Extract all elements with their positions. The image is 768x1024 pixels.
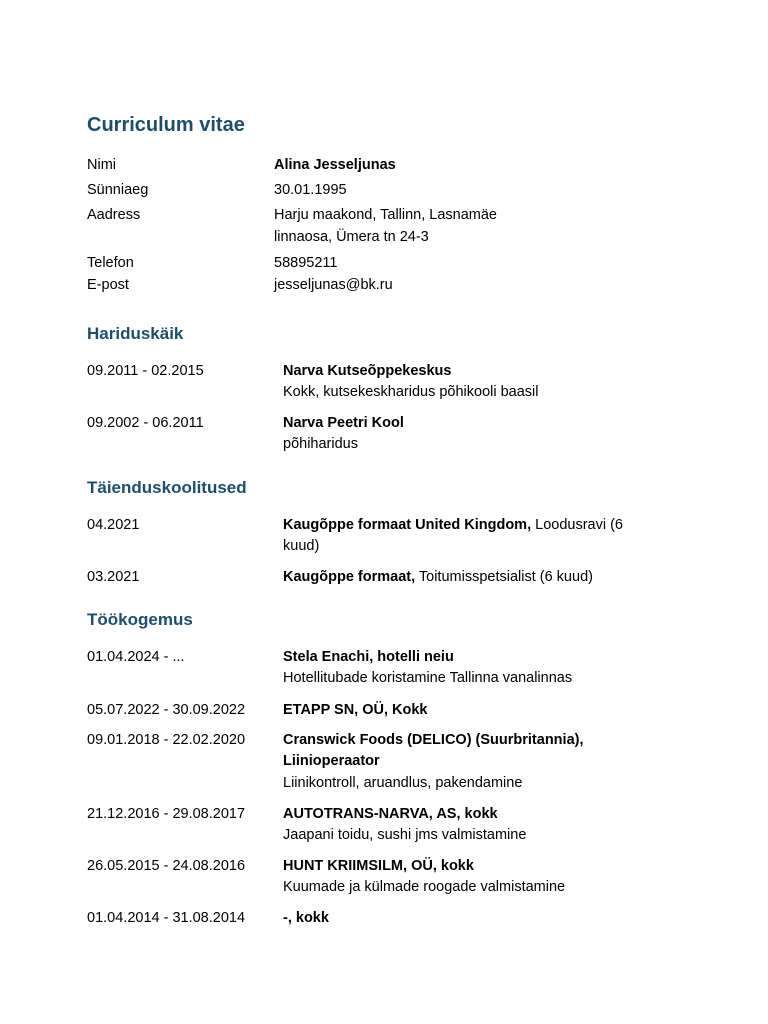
work-title: -, kokk (283, 910, 329, 926)
education-date: 09.2011 - 02.2015 (87, 363, 204, 379)
education-desc: põhiharidus (283, 436, 358, 452)
name-value: Alina Jesseljunas (274, 157, 396, 173)
training-course: Toitumisspetsialist (6 kuud) (415, 569, 593, 585)
work-title: Stela Enachi, hotelli neiu (283, 649, 454, 665)
education-heading: Hariduskäik (87, 324, 184, 343)
phone-value: 58895211 (274, 255, 338, 271)
work-date: 09.01.2018 - 22.02.2020 (87, 732, 246, 748)
education-school: Narva Peetri Kool (283, 415, 404, 431)
work-title: ETAPP SN, OÜ, Kokk (283, 702, 428, 718)
training-course-cont: kuud) (283, 538, 320, 554)
birth-label: Sünniaeg (87, 182, 149, 198)
work-desc: Jaapani toidu, sushi jms valmistamine (283, 827, 527, 843)
work-date: 01.04.2014 - 31.08.2014 (87, 910, 246, 926)
work-title-cont: Liinioperaator (283, 753, 380, 769)
work-title: HUNT KRIIMSILM, OÜ, kokk (283, 858, 474, 874)
training-title: Kaugõppe formaat United Kingdom, (283, 517, 532, 533)
training-date: 04.2021 (87, 517, 140, 533)
training-entry (283, 514, 623, 536)
work-date: 01.04.2024 - ... (87, 649, 185, 665)
work-heading: Töökogemus (87, 610, 193, 629)
address-label: Aadress (87, 207, 141, 223)
work-desc: Kuumade ja külmade roogade valmistamine (283, 879, 566, 895)
work-desc: Hotellitubade koristamine Tallinna vanalinnas (283, 670, 573, 686)
birth-value: 30.01.1995 (274, 182, 347, 198)
work-date: 26.05.2015 - 24.08.2016 (87, 858, 246, 874)
page-title: Curriculum vitae (87, 114, 245, 136)
phone-label: Telefon (87, 255, 134, 271)
work-date: 05.07.2022 - 30.09.2022 (87, 702, 246, 718)
education-desc: Kokk, kutsekeskharidus põhikooli baasil (283, 384, 539, 400)
training-course: Loodusravi (6 (531, 517, 623, 533)
training-entry (283, 566, 593, 588)
work-title: AUTOTRANS-NARVA, AS, kokk (283, 806, 498, 822)
email-label: E-post (87, 277, 129, 293)
training-date: 03.2021 (87, 569, 140, 585)
training-title: Kaugõppe formaat, (283, 569, 416, 585)
email-value: jesseljunas@bk.ru (274, 277, 393, 293)
address-line-1: Harju maakond, Tallinn, Lasnamäe (274, 207, 498, 223)
work-desc: Liinikontroll, aruandlus, pakendamine (283, 775, 523, 791)
education-date: 09.2002 - 06.2011 (87, 415, 204, 431)
work-title: Cranswick Foods (DELICO) (Suurbritannia), (283, 732, 584, 748)
name-label: Nimi (87, 157, 116, 173)
work-date: 21.12.2016 - 29.08.2017 (87, 806, 246, 822)
training-heading: Täienduskoolitused (87, 478, 247, 497)
education-school: Narva Kutseõppekeskus (283, 363, 452, 379)
address-line-2: linnaosa, Ümera tn 24-3 (274, 229, 429, 245)
